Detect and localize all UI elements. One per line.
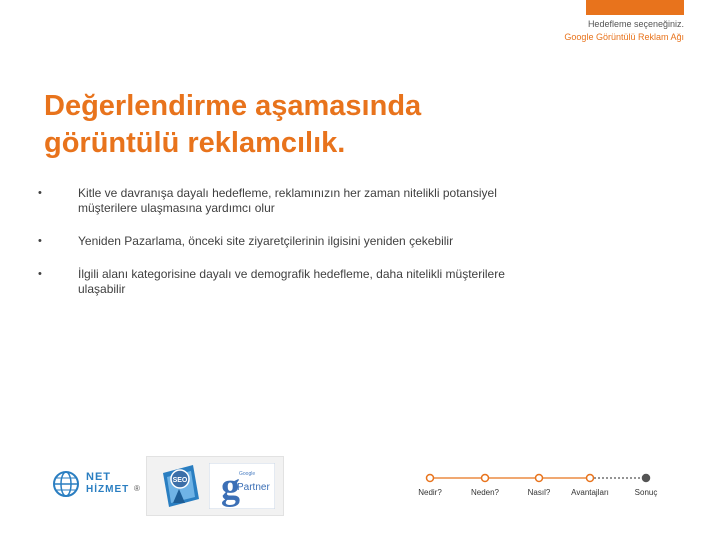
slide-title: Değerlendirme aşamasında görüntülü reklamcılık.: [44, 90, 422, 159]
timeline-step-sonuc[interactable]: Sonuç: [634, 488, 658, 497]
progress-timeline: [410, 470, 670, 510]
timeline-node-final[interactable]: [643, 475, 650, 482]
seo-label: SEO: [172, 477, 188, 484]
timeline-step-nasil[interactable]: Nasıl?: [527, 488, 551, 497]
bullet-item: [38, 234, 538, 249]
bullet-dot: •: [38, 235, 42, 247]
timeline-step-nedir[interactable]: Nedir?: [418, 488, 442, 497]
timeline-step-neden[interactable]: Neden?: [470, 488, 500, 497]
partner-label: Partner: [237, 482, 270, 493]
bullet-item: [38, 186, 538, 216]
timeline-track: [410, 470, 670, 486]
partner-badges: [146, 456, 284, 516]
google-g-icon: g: [221, 466, 240, 508]
timeline-step-avantajlari[interactable]: Avantajları: [571, 488, 609, 497]
header-line-1: Hedefleme seçeneğiniz.: [587, 19, 684, 29]
bullet-text: Yeniden Pazarlama, önceki site ziyaretçilerinin ilgisini yeniden çekebilir: [78, 234, 454, 248]
partner-google-text: Google: [239, 471, 256, 477]
google-partner-logo: [209, 463, 275, 509]
top-accent-bar: [586, 0, 684, 15]
seo-badge-icon: [155, 459, 205, 513]
bullet-text: Kitle ve davranışa dayalı hedefleme, reklamınızın her zaman nitelikli potansiyel müşterilere ulaşmasına yardımcı olur: [78, 186, 497, 215]
bullet-dot: •: [38, 268, 42, 280]
registered-mark: ®: [134, 484, 140, 493]
bullet-dot: •: [38, 187, 42, 199]
timeline-node[interactable]: [482, 475, 489, 482]
brand-net-text: NET: [86, 471, 111, 483]
net-hizmet-logo: [52, 470, 144, 500]
timeline-node[interactable]: [587, 475, 594, 482]
bullet-list: [38, 186, 538, 315]
bullet-item: [38, 267, 538, 297]
brand-hizmet-text: HİZMET: [86, 484, 130, 495]
globe-icon: [52, 470, 80, 498]
timeline-node[interactable]: [536, 475, 543, 482]
timeline-node[interactable]: [427, 475, 434, 482]
header-line-2: Google Görüntülü Reklam Ağı: [564, 32, 684, 42]
bullet-text: İlgili alanı kategorisine dayalı ve demografik hedefleme, daha nitelikli müşterilere ulaşabilir: [78, 267, 505, 296]
header-caption: [564, 18, 684, 44]
